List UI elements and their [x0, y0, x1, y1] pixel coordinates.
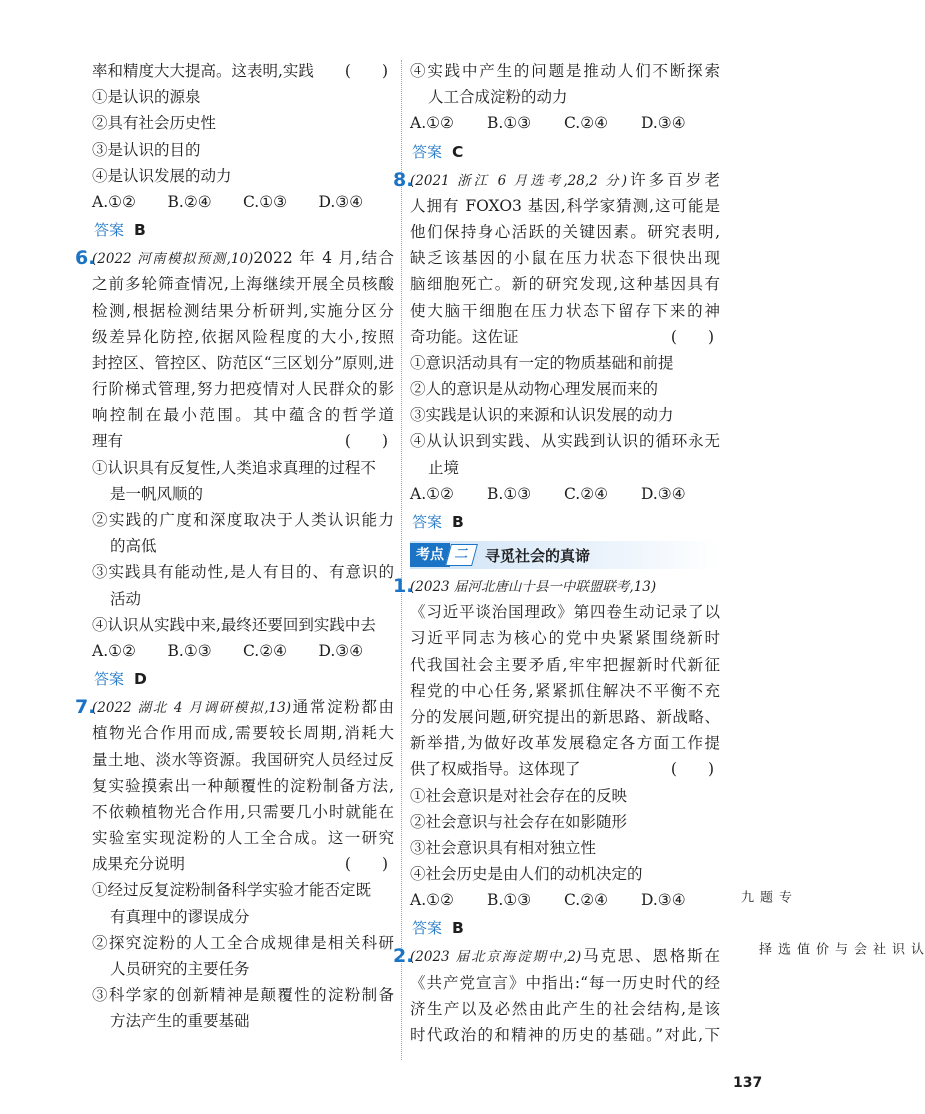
choice-item: ①社会意识是对社会存在的反映	[410, 786, 628, 805]
question-source-line	[410, 573, 720, 599]
option-a: A.①②	[92, 192, 136, 211]
choice-item-cont: 活动	[110, 589, 142, 608]
answer-row	[92, 664, 394, 694]
question-stem-line: (2022 湖北 4 月调研模拟,13)通常淀粉都由	[92, 698, 394, 717]
option-row	[410, 110, 720, 136]
question-stem-line: 量土地、淡水等资源。我国研究人员经过反	[92, 750, 394, 769]
answer-value: B	[452, 919, 464, 938]
left-column	[75, 58, 394, 1035]
question-stem-line: (2021 浙江 6 月选考,28,2 分)许多百岁老	[410, 170, 720, 189]
choice-item: ②人的意识是从动物心理发展而来的	[410, 380, 659, 399]
question-stem-line: 检测,根据检测结果分析研判,实施分区分	[92, 301, 394, 320]
option-c: C.②④	[564, 114, 609, 133]
option-a: A.①②	[410, 891, 454, 910]
option-b: B.①③	[487, 484, 532, 503]
question-stem-line: 新举措,为做好改革发展稳定各方面工作提	[410, 734, 720, 753]
option-d: D.③④	[641, 484, 686, 503]
answer-blank: ( )	[344, 62, 388, 80]
option-d: D.③④	[641, 891, 686, 910]
choice-item: ③实践是认识的来源和认识发展的动力	[410, 406, 674, 425]
question-stem-line: 程党的中心任务,紧紧抓住解决不平衡不充	[410, 681, 720, 700]
option-a: A.①②	[410, 114, 454, 133]
question-7-tail	[410, 58, 720, 167]
question-stem-line: 济生产以及必然由此产生的社会结构,是该	[410, 999, 720, 1018]
choice-item: ④从认识到实践、从实践到认识的循环永无	[410, 432, 720, 451]
question-stem-line: (2022 河南模拟预测,10)2022 年 4 月,结合	[92, 249, 394, 268]
choice-item: ④认识从实践中来,最终还要回到实践中去	[92, 615, 376, 634]
question-stem-line: 脑细胞死亡。新的研究发现,这种基因具有	[410, 275, 720, 294]
answer-blank: ( )	[344, 432, 388, 451]
question-stem-line: 代我国社会主要矛盾,牢牢把握新时代新征	[410, 655, 720, 674]
option-c: C.②④	[564, 891, 609, 910]
question-number: 1.	[393, 575, 414, 597]
question-stem-line: 缺乏该基因的小鼠在压力状态下很快出现	[410, 249, 720, 268]
option-c: C.②④	[243, 641, 288, 660]
answer-value: D	[134, 670, 147, 689]
question-stem-line: 《习近平谈治国理政》第四卷生动记录了以	[410, 603, 720, 622]
question-stem-line: 分的发展问题,研究提出的新思路、新战略、	[410, 707, 720, 726]
answer-label: 答案	[412, 142, 443, 161]
question-source: (2022 河南模拟预测,10)	[92, 251, 254, 268]
answer-blank: ( )	[670, 760, 714, 779]
choice-item: ④实践中产生的问题是推动人们不断探索	[410, 62, 720, 80]
choice-item: ③社会意识具有相对独立性	[410, 838, 597, 857]
question-number: 8.	[393, 168, 414, 191]
right-column	[393, 58, 720, 1048]
choice-item: ①是认识的源泉	[92, 88, 201, 107]
question-stem-line: 供了权威指导。这体现了 ( )	[410, 756, 720, 782]
question-source: (2022 湖北 4 月调研模拟,13)	[92, 700, 291, 717]
choice-item: ②具有社会历史性	[92, 114, 217, 133]
choice-item-cont: 人员研究的主要任务	[110, 960, 250, 978]
answer-value: B	[452, 513, 464, 531]
answer-label: 答案	[412, 513, 443, 531]
question-6	[75, 245, 394, 694]
question-8	[393, 167, 720, 537]
question-stem-line: 行阶梯式管理,努力把疫情对人民群众的影	[92, 380, 394, 399]
option-b: B.①③	[487, 891, 532, 910]
question-stem-line: 奇功能。这佐证 ( )	[410, 324, 720, 350]
option-d: D.③④	[318, 192, 364, 211]
question-stem-line: 《共产党宣言》中指出:“每一历史时代的经	[410, 973, 720, 992]
answer-label: 答案	[412, 919, 443, 938]
choice-item-cont: 有真理中的谬误成分	[110, 907, 250, 926]
answer-blank: ( )	[344, 855, 388, 874]
choice-item-cont: 人工合成淀粉的动力	[428, 88, 568, 107]
choice-item: ②社会意识与社会存在如影随形	[410, 812, 628, 831]
question-source: (2021 浙江 6 月选考,28,2 分)	[410, 172, 627, 189]
section-title: 寻觅社会的真谛	[485, 546, 591, 565]
chapter-title: 认识社会与价值选择	[756, 942, 923, 956]
choice-item: ④社会历史是由人们的动机决定的	[410, 865, 643, 884]
option-a: A.①②	[92, 641, 136, 660]
answer-row	[410, 507, 720, 537]
page-number: 137	[733, 1075, 763, 1091]
question-stem-line: 习近平同志为核心的党中央紧紧围绕新时	[410, 629, 720, 648]
answer-row	[92, 215, 394, 245]
choice-item-cont: 的高低	[110, 537, 157, 556]
question-2	[393, 943, 720, 1048]
option-b: B.①③	[487, 114, 532, 133]
option-b: B.②④	[167, 192, 212, 211]
option-d: D.③④	[641, 114, 686, 133]
option-b: B.①③	[167, 641, 212, 660]
question-stem-line: 他们保持身心活跃的关键因素。研究表明,	[410, 222, 720, 241]
choice-item: ①经过反复淀粉制备科学实验才能否定既	[92, 881, 372, 900]
option-d: D.③④	[318, 641, 364, 660]
question-stem-line: 人拥有 FOXO3 基因,科学家猜测,这可能是	[410, 196, 720, 215]
question-stem-line: 级差异化防控,依据风险程度的大小,按照	[92, 327, 394, 346]
question-stem-line: 不依赖植物光合作用,只需要几小时就能在	[92, 802, 394, 821]
section-header	[410, 541, 720, 569]
question-number: 2.	[393, 945, 414, 968]
answer-value: C	[452, 142, 464, 161]
choice-item: ③实践具有能动性,是人有目的、有意识的	[92, 563, 394, 582]
option-row	[410, 481, 720, 507]
question-stem-line: 封控区、管控区、防范区“三区划分”原则,进	[92, 353, 394, 372]
choice-item-cont: 方法产生的重要基础	[110, 1012, 250, 1031]
option-c: C.②④	[564, 484, 609, 503]
question-stem-line: 实验室实现淀粉的人工全合成。这一研究	[92, 829, 394, 848]
choice-item: ②实践的广度和深度取决于人类认识能力	[92, 511, 394, 529]
answer-row	[410, 137, 720, 167]
choice-item: ①认识具有反复性,人类追求真理的过程不	[92, 458, 376, 477]
question-stem-line: 植物光合作用而成,需要较长周期,消耗大	[92, 724, 394, 743]
choice-item: ②探究淀粉的人工全合成规律是相关科研	[92, 933, 394, 952]
section-tag: 考点	[410, 543, 450, 567]
question-5-tail	[92, 58, 394, 245]
choice-item: ③科学家的创新精神是颠覆性的淀粉制备	[92, 986, 394, 1005]
question-stem-line: (2023 届北京海淀期中,2)马克思、恩格斯在	[410, 947, 720, 966]
choice-item: ①意识活动具有一定的物质基础和前提	[410, 353, 674, 372]
option-row	[410, 887, 720, 913]
option-row	[92, 638, 394, 664]
question-stem-line: 率和精度大大提高。这表明,实践 ( )	[92, 58, 394, 84]
question-stem-line: 成果充分说明 ( )	[92, 851, 394, 877]
chapter-label: 专题九	[738, 890, 791, 904]
question-number: 6.	[75, 247, 96, 270]
option-row	[92, 189, 394, 215]
question-stem-line: 时代政治的和精神的历史的基础。”对此,下	[410, 1026, 720, 1044]
option-a: A.①②	[410, 484, 454, 503]
choice-item: ④是认识发展的动力	[92, 166, 232, 185]
choice-item: ③是认识的目的	[92, 140, 201, 159]
question-stem-line: 使大脑干细胞在压力状态下留存下来的神	[410, 301, 720, 320]
question-stem-line: 复实验摸索出一种颠覆性的淀粉制备方法,	[92, 776, 394, 795]
answer-row	[410, 913, 720, 943]
answer-label: 答案	[94, 670, 125, 689]
question-stem-line: 响控制在最小范围。其中蕴含的哲学道	[92, 406, 394, 425]
question-number: 7.	[75, 696, 96, 719]
choice-item-cont: 止境	[428, 458, 460, 477]
option-c: C.①③	[243, 192, 288, 211]
question-stem-line: 之前多轮筛查情况,上海继续开展全员核酸	[92, 275, 394, 294]
answer-blank: ( )	[670, 327, 714, 346]
question-source: (2023 届北京海淀期中,2)	[410, 949, 582, 966]
section-number: 二	[445, 544, 478, 566]
question-1	[393, 573, 720, 943]
question-source: (2023 届河北唐山十县一中联盟联考,13)	[410, 579, 657, 595]
answer-label: 答案	[94, 221, 125, 240]
column-divider	[401, 60, 402, 1060]
question-7	[75, 694, 394, 1034]
answer-value: B	[134, 221, 146, 240]
question-stem-line: 理有 ( )	[92, 428, 394, 454]
choice-item-cont: 是一帆风顺的	[110, 484, 204, 503]
